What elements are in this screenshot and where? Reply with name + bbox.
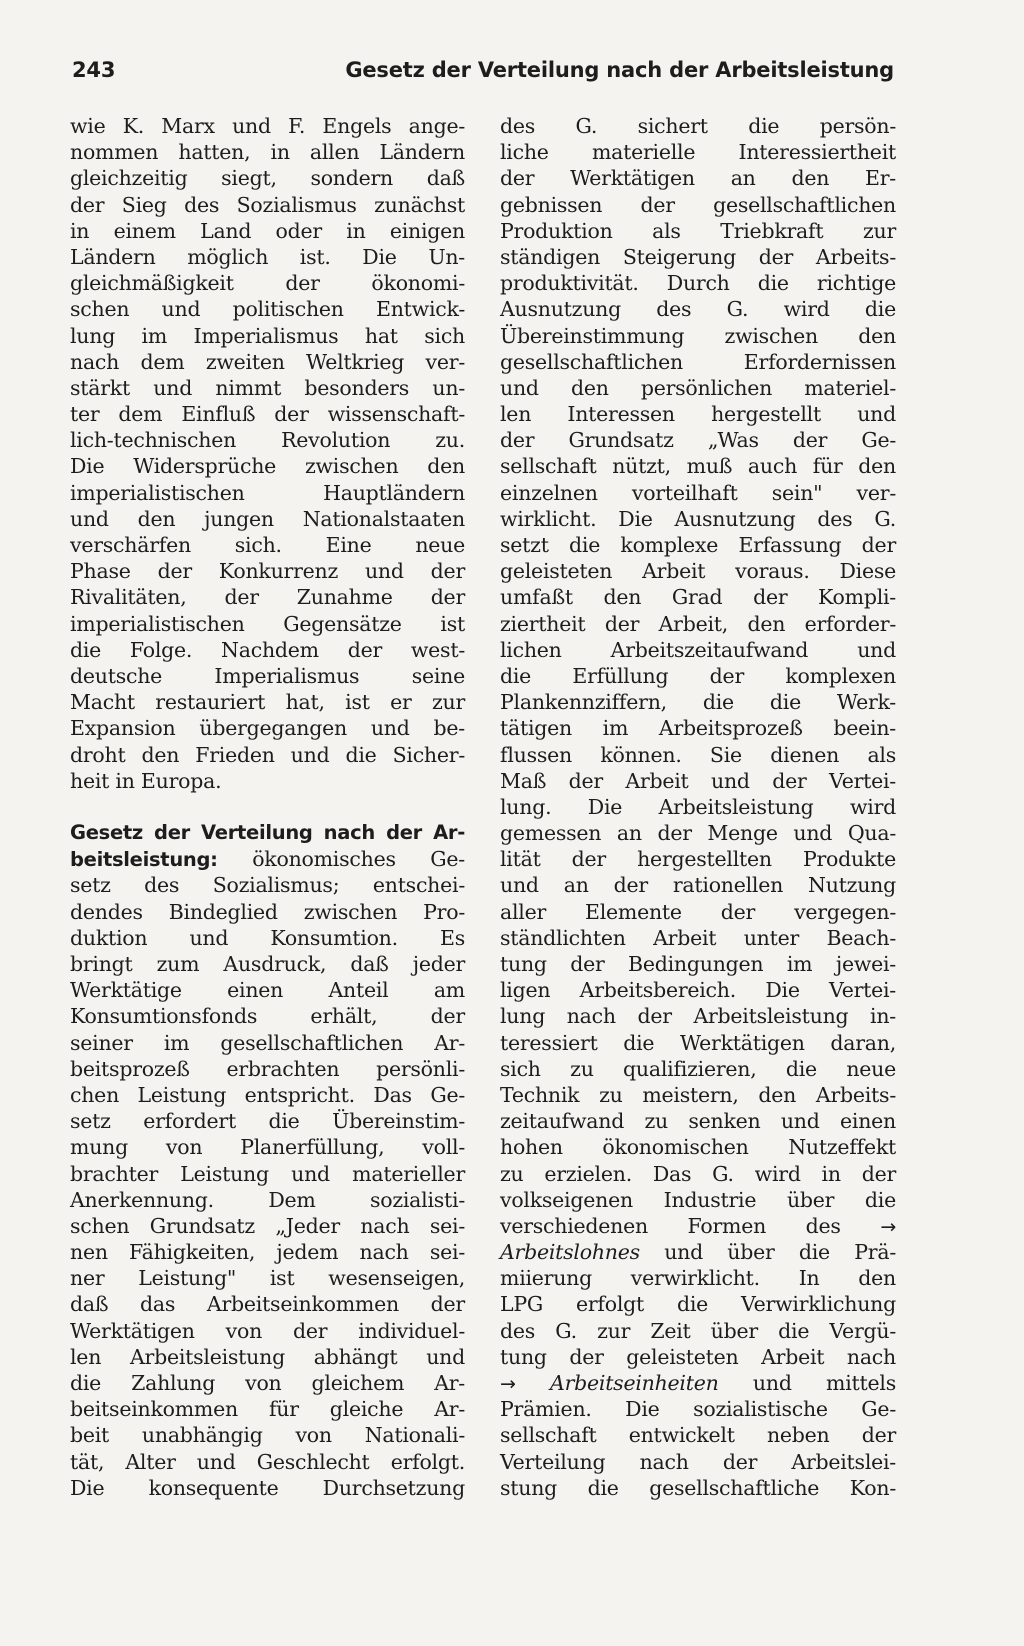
text-line: lung. Die Arbeitsleistung wird xyxy=(500,794,896,819)
text-line: der Sieg des Sozialismus zunächst xyxy=(70,192,465,217)
text-line: lität der hergestellten Produkte xyxy=(500,847,896,872)
text-line: teressiert die Werktätigen daran, xyxy=(500,1030,896,1055)
text-line: Übereinstimmung zwischen den xyxy=(500,323,896,348)
text-line: einzelnen vorteilhaft sein" ver- xyxy=(500,480,896,505)
text-line: tät, Alter und Geschlecht erfolgt. xyxy=(70,1449,465,1474)
text-line: beitsprozeß erbrachten persönli- xyxy=(70,1056,465,1081)
text-line: lichen Arbeitszeitaufwand und xyxy=(500,637,896,662)
text-line: der Grundsatz „Was der Ge- xyxy=(500,428,896,453)
text-line: miierung verwirklicht. In den xyxy=(500,1266,896,1291)
text-line: LPG erfolgt die Verwirklichung xyxy=(500,1292,896,1317)
text-line: brachter Leistung und materieller xyxy=(70,1161,465,1186)
text-line: und den persönlichen materiel- xyxy=(500,375,896,400)
text-line: volkseigenen Industrie über die xyxy=(500,1187,896,1212)
text-line: len Interessen hergestellt und xyxy=(500,402,896,427)
text-line: und den jungen Nationalstaaten xyxy=(70,506,465,531)
text-line: setz erfordert die Übereinstim- xyxy=(70,1109,465,1134)
entry-definition-start: ökonomisches Ge- xyxy=(217,847,465,872)
text-line-content: verschiedenen Formen des xyxy=(500,1213,841,1238)
text-line: die Erfüllung der komplexen xyxy=(500,663,896,688)
text-line: die Zahlung von gleichem Ar- xyxy=(70,1371,465,1395)
cross-reference-rest: und über die Prä- xyxy=(639,1240,896,1265)
text-line: nach dem zweiten Weltkrieg ver- xyxy=(70,349,465,374)
right-column xyxy=(500,113,896,1501)
text-line: ligen Arbeitsbereich. Die Vertei- xyxy=(500,978,896,1003)
text-line: Anerkennung. Dem sozialisti- xyxy=(70,1187,465,1212)
text-line: umfaßt den Grad der Kompli- xyxy=(500,585,896,610)
text-line: des G. sichert die persön- xyxy=(500,114,896,138)
text-line: liche materielle Interessiertheit xyxy=(500,140,896,165)
text-line: sellschaft nützt, muß auch für den xyxy=(500,454,896,479)
text-line: gebnissen der gesellschaftlichen xyxy=(500,192,896,217)
text-line: heit in Europa. xyxy=(70,768,222,793)
text-line: zu erzielen. Das G. wird in der xyxy=(500,1161,896,1186)
text-line: gemessen an der Menge und Qua- xyxy=(500,821,896,846)
right-column-text xyxy=(500,113,896,1239)
text-line: tung der geleisteten Arbeit nach xyxy=(500,1344,896,1369)
right-column-text xyxy=(500,1396,896,1501)
text-line: ner Leistung" ist wesenseigen, xyxy=(70,1266,465,1291)
text-line: gesellschaftlichen Erfordernissen xyxy=(500,349,896,374)
text-line: sich zu qualifizieren, die neue xyxy=(500,1056,896,1081)
text-line: Produktion als Triebkraft zur xyxy=(500,218,896,243)
text-line: Technik zu meistern, den Arbeits- xyxy=(500,1082,896,1107)
text-line: nen Fähigkeiten, jedem nach sei- xyxy=(70,1240,465,1265)
text-line: der Werktätigen an den Er- xyxy=(500,166,896,191)
text-line: die Folge. Nachdem der west- xyxy=(70,637,465,662)
arrow-right-icon: → xyxy=(500,1373,516,1395)
entry-heading-line: Gesetz der Verteilung nach der Ar- xyxy=(70,821,465,845)
text-line: droht den Frieden und die Sicher- xyxy=(70,742,465,767)
text-line: in einem Land oder in einigen xyxy=(70,218,465,243)
text-line: imperialistischen Gegensätze ist xyxy=(70,611,465,636)
entry-body xyxy=(70,872,465,1501)
text-line: Expansion übergegangen und be- xyxy=(70,716,465,741)
cross-reference-term[interactable]: Arbeitslohnes xyxy=(500,1240,640,1265)
text-line: tätigen im Arbeitsprozeß beein- xyxy=(500,716,896,741)
cross-reference-rest: und mittels xyxy=(718,1371,896,1395)
text-line: gleichmäßigkeit der ökonomi- xyxy=(70,271,465,296)
text-line: Plankennziffern, die die Werk- xyxy=(500,690,896,715)
text-line: Werktätige einen Anteil am xyxy=(70,978,465,1003)
text-line: hohen ökonomischen Nutzeffekt xyxy=(500,1135,896,1160)
text-line: geleisteten Arbeit voraus. Diese xyxy=(500,559,896,584)
text-line: verschärfen sich. Eine neue xyxy=(70,533,465,557)
text-line: Ausnutzung des G. wird die xyxy=(500,297,896,322)
text-line: stärkt und nimmt besonders un- xyxy=(70,375,465,400)
running-title: Gesetz der Verteilung nach der Arbeitsleistung xyxy=(345,58,894,82)
text-line: ständlichten Arbeit unter Beach- xyxy=(500,925,896,950)
text-line xyxy=(500,1213,896,1239)
text-line: Phase der Konkurrenz und der xyxy=(70,559,465,584)
text-line: deutsche Imperialismus seine xyxy=(70,663,465,688)
text-line: seiner im gesellschaftlichen Ar- xyxy=(70,1030,465,1055)
text-line: Werktätigen von der individuel- xyxy=(70,1318,465,1343)
text-line: zeitaufwand zu senken und einen xyxy=(500,1109,896,1134)
page-number: 243 xyxy=(72,58,116,82)
text-line: aller Elemente der vergegen- xyxy=(500,899,896,924)
text-line: ter dem Einfluß der wissenschaft- xyxy=(70,402,465,427)
text-line: und an der rationellen Nutzung xyxy=(500,873,896,898)
entry-heading-line-2 xyxy=(70,846,465,872)
arrow-right-icon: → xyxy=(880,1215,896,1238)
text-line: Maß der Arbeit und der Vertei- xyxy=(500,768,896,793)
text-line: wirklicht. Die Ausnutzung des G. xyxy=(500,506,896,531)
text-line: schen Grundsatz „Jeder nach sei- xyxy=(70,1213,465,1238)
running-header xyxy=(72,58,894,92)
text-line: imperialistischen Hauptländern xyxy=(70,480,465,505)
text-line: Verteilung nach der Arbeitslei- xyxy=(500,1449,896,1474)
text-line: stung die gesellschaftliche Kon- xyxy=(500,1475,896,1500)
text-line: setz des Sozialismus; entschei- xyxy=(70,873,465,898)
text-line: tung der Bedingungen im jewei- xyxy=(500,952,896,976)
text-line: Rivalitäten, der Zunahme der xyxy=(70,585,465,610)
text-line: bringt zum Ausdruck, daß jeder xyxy=(70,952,465,976)
text-line: Macht restauriert hat, ist er zur xyxy=(70,690,465,715)
text-line: gleichzeitig siegt, sondern daß xyxy=(70,166,465,191)
text-line: lung nach der Arbeitsleistung in- xyxy=(500,1004,896,1029)
text-line: sellschaft entwickelt neben der xyxy=(500,1423,896,1448)
text-line: Die Widersprüche zwischen den xyxy=(70,454,465,479)
cross-reference-line xyxy=(500,1370,896,1396)
text-line: duktion und Konsumtion. Es xyxy=(70,925,465,950)
text-line: daß das Arbeitseinkommen der xyxy=(70,1292,465,1317)
left-column-paragraph xyxy=(70,113,465,794)
text-line: nommen hatten, in allen Ländern xyxy=(70,140,465,165)
text-line: ziertheit der Arbeit, den erforder- xyxy=(500,611,896,636)
cross-reference-line xyxy=(500,1239,896,1265)
cross-reference-term[interactable]: Arbeitseinheiten xyxy=(550,1371,719,1395)
text-line: wie K. Marx und F. Engels ange- xyxy=(70,114,465,138)
paragraph-gap xyxy=(70,794,465,820)
text-line: produktivität. Durch die richtige xyxy=(500,271,896,296)
text-line: mung von Planerfüllung, voll- xyxy=(70,1135,465,1160)
text-line: flussen können. Sie dienen als xyxy=(500,742,896,767)
text-line: dendes Bindeglied zwischen Pro- xyxy=(70,899,465,924)
entry-heading-end: beitsleistung: xyxy=(70,848,218,872)
right-column-text xyxy=(500,1265,896,1370)
text-line: ständigen Steigerung der Arbeits- xyxy=(500,244,896,269)
text-line: Konsumtionsfonds erhält, der xyxy=(70,1004,465,1029)
text-line: setzt die komplexe Erfassung der xyxy=(500,533,896,557)
text-line: lung im Imperialismus hat sich xyxy=(70,323,465,348)
text-line: len Arbeitsleistung abhängt und xyxy=(70,1344,465,1369)
text-line: Die konsequente Durchsetzung xyxy=(70,1475,465,1500)
text-line: schen und politischen Entwick- xyxy=(70,297,465,322)
text-line: Ländern möglich ist. Die Un- xyxy=(70,244,465,269)
text-line: lich-technischen Revolution zu. xyxy=(70,428,465,453)
left-column xyxy=(70,113,465,1501)
text-line: chen Leistung entspricht. Das Ge- xyxy=(70,1082,465,1107)
text-line: Prämien. Die sozialistische Ge- xyxy=(500,1397,896,1422)
text-line: beitseinkommen für gleiche Ar- xyxy=(70,1397,465,1422)
text-line: beit unabhängig von Nationali- xyxy=(70,1423,465,1448)
text-line: des G. zur Zeit über die Vergü- xyxy=(500,1318,896,1343)
